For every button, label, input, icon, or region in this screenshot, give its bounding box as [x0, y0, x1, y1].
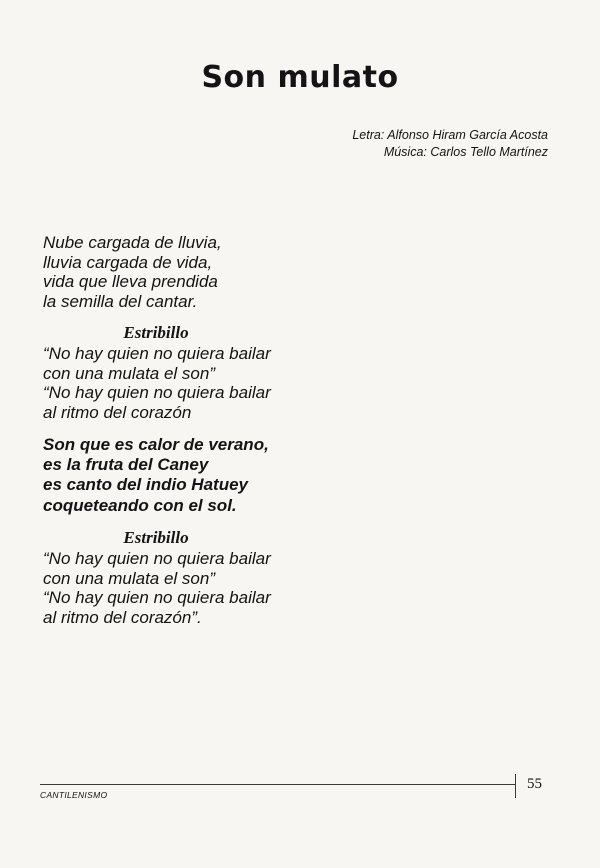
credits: [352, 127, 548, 161]
verse-line: la semilla del cantar.: [43, 292, 198, 312]
page-number: 55: [527, 776, 542, 792]
footer-rule: [40, 784, 515, 785]
footer-divider: [515, 774, 516, 798]
song-title: Son mulato: [201, 60, 399, 95]
chorus-line: “No hay quien no quiera bailar: [43, 383, 271, 403]
chorus-line: al ritmo del corazón: [43, 402, 192, 422]
chorus-heading: Estribillo: [123, 322, 189, 342]
stanza-1: [43, 233, 343, 312]
verse-line: es canto del indio Hatuey: [43, 475, 248, 495]
verse-line: Son que es calor de verano,: [43, 434, 269, 454]
chorus-line: “No hay quien no quiera bailar: [43, 548, 271, 568]
chorus-line: “No hay quien no quiera bailar: [43, 343, 271, 363]
chorus-1: [43, 344, 343, 423]
verse-line: lluvia cargada de vida,: [43, 252, 213, 272]
poem: [43, 233, 343, 628]
lyrics-credit: Letra: Alfonso Hiram García Acosta: [352, 128, 548, 142]
chorus-2: [43, 549, 343, 628]
chorus-line: al ritmo del corazón”.: [43, 607, 202, 627]
verse-line: es la fruta del Caney: [43, 454, 209, 474]
chorus-line: con una mulata el son”: [43, 568, 215, 588]
chorus-line: “No hay quien no quiera bailar: [43, 588, 271, 608]
bleed-through-credits: [40, 132, 200, 146]
verse-line: coqueteando con el sol.: [43, 495, 237, 515]
stanza-2: [43, 435, 343, 516]
chorus-heading: Estribillo: [123, 527, 189, 547]
music-credit: Música: Carlos Tello Martínez: [383, 145, 548, 159]
verse-line: vida que lleva prendida: [43, 272, 218, 292]
verse-line: Nube cargada de lluvia,: [43, 233, 222, 252]
chorus-line: con una mulata el son”: [43, 363, 215, 383]
footer-label: CANTILENISMO: [40, 790, 108, 800]
